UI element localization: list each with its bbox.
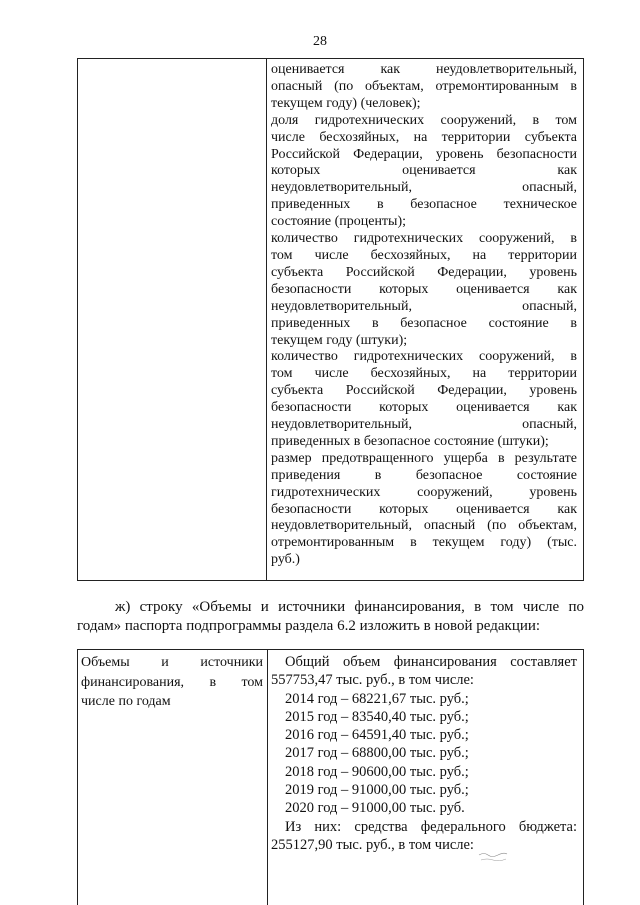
text-line: текущем году (штуки);: [271, 332, 408, 348]
scan-mark: [478, 851, 508, 863]
text-line: размер предотвращенного ущерба в результате: [271, 450, 577, 466]
column-divider: [267, 650, 268, 905]
text-line: количество гидротехнических сооружений, в: [271, 349, 577, 365]
text-line: Российской Федерации, уровень безопасности: [271, 146, 577, 162]
text-line: том числе бесхозяйных, на территории: [271, 247, 577, 263]
text-line: руб.): [271, 552, 300, 568]
amendment-paragraph: [77, 598, 584, 636]
text-line: неудовлетворительный, опасный,: [271, 417, 577, 433]
financing-value-cell: [271, 653, 577, 854]
column-divider: [266, 59, 267, 580]
text-line: субъекта Российской Федерации, уровень: [271, 264, 577, 280]
text-line: безопасности которых оценивается как: [271, 281, 577, 297]
continuation-table: [77, 58, 584, 581]
text-line: приведения в безопасное состояние: [271, 467, 577, 483]
text-line: числе бесхозяйных, на территории субъекта: [271, 129, 577, 145]
text-line: неудовлетворительный, опасный,: [271, 298, 577, 314]
text-line: отремонтированным в текущем году) (тыс.: [271, 535, 577, 551]
text-line: количество гидротехнических сооружений, в: [271, 231, 577, 247]
text-line: текущем году) (человек);: [271, 95, 421, 111]
label-line: Объемы и источники: [81, 655, 263, 670]
paragraph-line: годам» паспорта подпрограммы раздела 6.2 изложить в новой редакции:: [77, 618, 541, 634]
label-line: финансирования, в том: [81, 674, 263, 690]
text-line: приведенных в безопасное состояние в: [271, 315, 577, 331]
year-line: 2017 год – 68800,00 тыс. руб.;: [285, 745, 469, 762]
text-line: гидротехнических сооружений, уровень: [271, 484, 577, 500]
text-line: безопасности которых оценивается как: [271, 501, 577, 517]
text-line: приведенных в безопасное состояние (штуки);: [271, 433, 549, 449]
text-line: приведенных в безопасное техническое: [271, 197, 577, 213]
text-line: неудовлетворительный, опасный (по объектам,: [271, 518, 577, 534]
total-line: Общий объем финансирования составляет: [285, 654, 577, 670]
text-line: неудовлетворительный, опасный,: [271, 180, 577, 196]
page-number: 28: [313, 34, 327, 49]
year-line: 2015 год – 83540,40 тыс. руб.;: [285, 708, 469, 725]
year-line: 2020 год – 91000,00 тыс. руб.: [285, 800, 465, 817]
text-line: безопасности которых оценивается как: [271, 400, 577, 416]
financing-label-cell: [81, 653, 263, 712]
text-line: оценивается как неудовлетворительный,: [271, 62, 577, 77]
label-line: числе по годам: [81, 694, 171, 709]
indicators-cell: [271, 62, 577, 569]
text-line: субъекта Российской Федерации, уровень: [271, 383, 577, 399]
text-line: которых оценивается как: [271, 163, 577, 179]
year-line: 2014 год – 68221,67 тыс. руб.;: [285, 690, 469, 707]
text-line: состояние (проценты);: [271, 214, 407, 230]
year-line: 2019 год – 91000,00 тыс. руб.;: [285, 782, 469, 799]
paragraph-line: ж) строку «Объемы и источники финансирования, в том числе по: [115, 599, 584, 615]
total-line: 557753,47 тыс. руб., в том числе:: [271, 672, 474, 689]
text-line: том числе бесхозяйных, на территории: [271, 366, 577, 382]
federal-line: 255127,90 тыс. руб., в том числе:: [271, 836, 474, 853]
text-line: доля гидротехнических сооружений, в том: [271, 112, 577, 128]
text-line: опасный (по объектам, отремонтированным в: [271, 78, 577, 94]
year-line: 2016 год – 64591,40 тыс. руб.;: [285, 727, 469, 744]
federal-line: Из них: средства федерального бюджета:: [285, 818, 577, 835]
year-line: 2018 год – 90600,00 тыс. руб.;: [285, 763, 469, 780]
financing-table: [77, 649, 584, 905]
